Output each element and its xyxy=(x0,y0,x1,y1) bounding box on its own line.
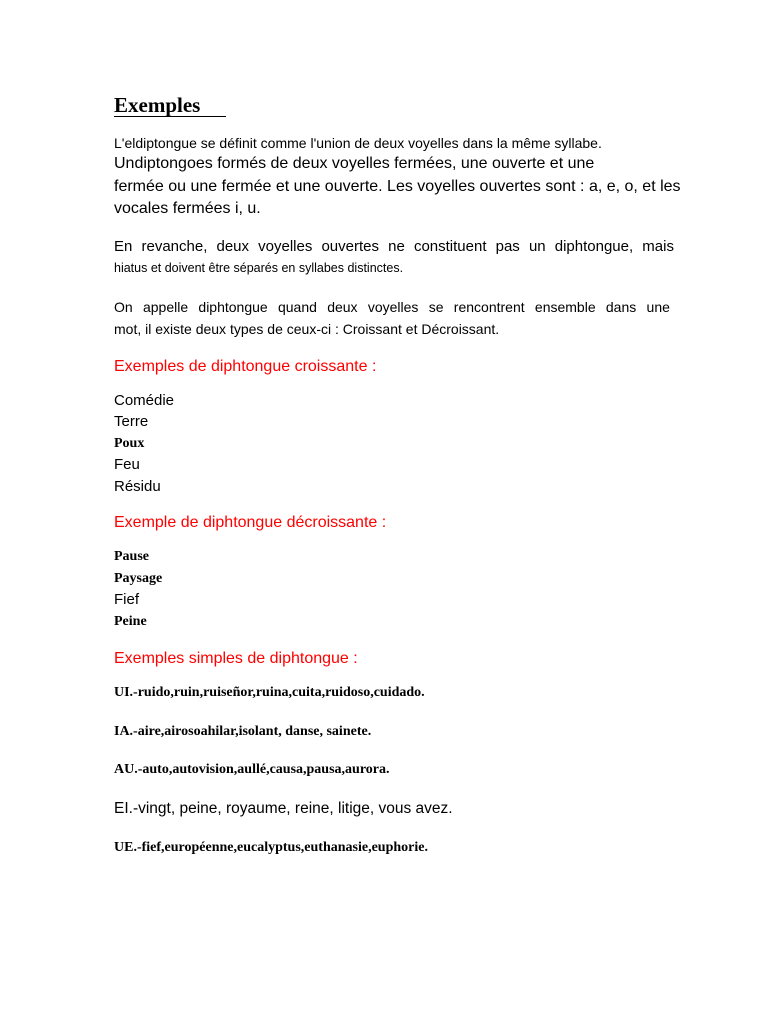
example-line-ei: EI.-vingt, peine, royaume, reine, litige, vous avez. xyxy=(114,800,453,817)
word: mais xyxy=(642,238,674,255)
word: constituent xyxy=(413,238,487,255)
word: voyelles xyxy=(258,238,313,255)
croissante-item: Feu xyxy=(114,456,140,473)
word: diphtongue xyxy=(198,299,268,315)
hiatus-line-2: hiatus et doivent être séparés en syllabes distinctes. xyxy=(114,261,404,275)
croissante-item: Comédie xyxy=(114,392,175,409)
hiatus-line-1 xyxy=(114,238,674,255)
croissante-item: Poux xyxy=(114,436,145,451)
word: ouvertes xyxy=(321,238,380,255)
page-title: Exemples xyxy=(114,93,226,118)
intro-line-2: Undiptongoes formés de deux voyelles fermées, une ouverte et une xyxy=(114,155,595,172)
simples-heading: Exemples simples de diphtongue : xyxy=(114,650,358,667)
definition-line-2: mot, il existe deux types de ceux-ci : Croissant et Décroissant. xyxy=(114,321,500,337)
word: rencontrent xyxy=(453,299,525,315)
example-line-ue: UE.-fief,européenne,eucalyptus,euthanasie,euphorie. xyxy=(114,840,428,855)
croissante-item: Résidu xyxy=(114,478,161,495)
word: diphtongue, xyxy=(554,238,634,255)
intro-line-4: vocales fermées i, u. xyxy=(114,200,261,217)
word: pas xyxy=(495,238,520,255)
definition-line-1 xyxy=(114,299,670,315)
decroissante-item: Peine xyxy=(114,614,147,629)
word: voyelles xyxy=(367,299,419,315)
croissante-heading: Exemples de diphtongue croissante : xyxy=(114,358,377,375)
word: dans xyxy=(605,299,637,315)
word: ne xyxy=(388,238,405,255)
word: deux xyxy=(216,238,250,255)
word: appelle xyxy=(142,299,189,315)
word: se xyxy=(428,299,444,315)
decroissante-item: Paysage xyxy=(114,571,163,586)
intro-line-1: L'eldiptongue se définit comme l'union de deux voyelles dans la même syllabe. xyxy=(114,135,602,151)
example-line-ia: IA.-aire,airosoahilar,isolant, danse, sainete. xyxy=(114,724,372,739)
word: ensemble xyxy=(534,299,596,315)
word: un xyxy=(528,238,546,255)
word: une xyxy=(646,299,670,315)
word: quand xyxy=(277,299,317,315)
word: On xyxy=(114,299,133,315)
example-line-ui: UI.-ruido,ruin,ruiseñor,ruina,cuita,ruidoso,cuidado. xyxy=(114,685,425,700)
word: revanche, xyxy=(141,238,208,255)
croissante-item: Terre xyxy=(114,413,149,430)
word: deux xyxy=(327,299,358,315)
decroissante-item: Pause xyxy=(114,549,149,564)
decroissante-heading: Exemple de diphtongue décroissante : xyxy=(114,514,387,531)
decroissante-item: Fief xyxy=(114,591,140,608)
example-line-au: AU.-auto,autovision,aullé,causa,pausa,aurora. xyxy=(114,762,390,777)
word: En xyxy=(114,238,133,255)
intro-line-3: fermée ou une fermée et une ouverte. Les voyelles ouvertes sont : a, e, o, et les xyxy=(114,178,681,195)
